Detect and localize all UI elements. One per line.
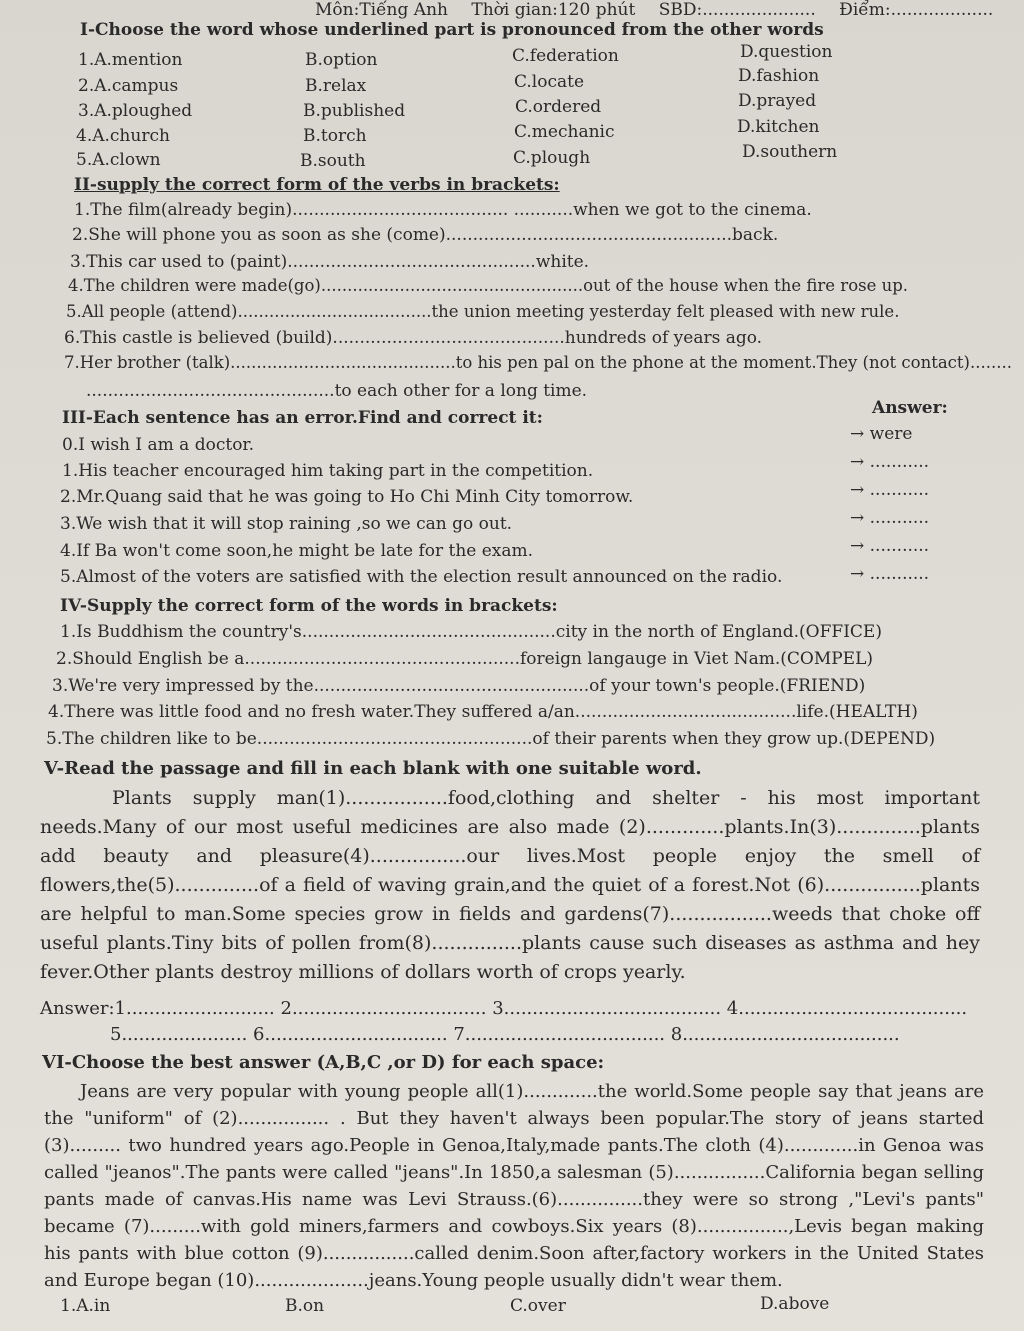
section-5-title: V-Read the passage and fill in each blank with one suitable word. [44, 758, 702, 779]
verb-item-5: 5.All people (attend).....................................the union meeting yesterday felt pleased with new rule. [66, 302, 900, 321]
error-item-4: 4.If Ba won't come soon,he might be late for the exam. [60, 541, 534, 561]
error-answer-0: → were [850, 424, 913, 444]
q4-option-c: C.mechanic [514, 122, 615, 142]
section-3-title: III-Each sentence has an error.Find and correct it: [62, 408, 543, 428]
verb-item-6: 6.This castle is believed (build)...........................................hundreds of years ago. [64, 328, 763, 348]
q2-option-c: C.locate [514, 72, 585, 92]
verb-item-2: 2.She will phone you as soon as she (come).....................................................back. [72, 225, 779, 245]
verb-item-1: 1.The film(already begin)........................................ ...........when we got to the cinema. [74, 200, 812, 220]
error-answer-5: → ........... [850, 564, 930, 584]
verb-item-7: 7.Her brother (talk)...........................................to his pen pal on the phone at the moment.They (not contact)........ [64, 353, 1012, 372]
section-4-title: IV-Supply the correct form of the words in brackets: [60, 596, 558, 616]
q1-option-c: C.federation [512, 46, 619, 66]
q3-option-b: B.published [303, 101, 406, 121]
word-form-item-4: 4.There was little food and no fresh water.They suffered a/an.........................................life.(HEALTH) [48, 702, 918, 722]
word-form-item-3: 3.We're very impressed by the...................................................of your town's people.(FRIEND) [52, 676, 866, 696]
subject-label: Môn:Tiếng Anh [315, 0, 448, 20]
q5-option-c: C.plough [513, 148, 591, 168]
q4-option-d: D.kitchen [737, 117, 820, 137]
q5-option-a: 5.A.clown [76, 150, 161, 170]
error-item-5: 5.Almost of the voters are satisfied with the election result announced on the radio. [60, 567, 783, 587]
q1-option-a: 1.A.mention [78, 50, 183, 70]
error-item-1: 1.His teacher encouraged him taking part in the competition. [62, 461, 594, 481]
q5-option-b: B.south [300, 151, 366, 171]
error-answer-2: → ........... [850, 480, 930, 500]
verb-item-4: 4.The children were made(go)..................................................out of the house when the fire rose up. [68, 276, 909, 295]
word-form-item-5: 5.The children like to be...................................................of their parents when they grow up.(DEPEND) [46, 729, 936, 749]
vi-q1-option-a: 1.A.in [60, 1296, 111, 1316]
section-6-title: VI-Choose the best answer (A,B,C ,or D) for each space: [42, 1052, 605, 1073]
q4-option-b: B.torch [303, 126, 367, 146]
exam-header [315, 0, 1011, 20]
word-form-item-1: 1.Is Buddhism the country's...............................................city in the north of England.(OFFICE) [60, 622, 882, 642]
error-item-2: 2.Mr.Quang said that he was going to Ho Chi Minh City tomorrow. [60, 487, 634, 507]
error-item-3: 3.We wish that it will stop raining ,so we can go out. [60, 514, 513, 534]
score-label: Điểm:................... [839, 0, 994, 20]
answer-label: Answer: [872, 398, 948, 418]
verb-item-3: 3.This car used to (paint)..............................................white. [70, 252, 590, 272]
passage-5-answers-row-2: 5...................... 6................................ 7................................... 8...................................... [110, 1024, 900, 1045]
section-1-title: I-Choose the word whose underlined part is pronounced from the other words [80, 20, 824, 40]
error-answer-1: → ........... [850, 452, 930, 472]
time-label: Thời gian:120 phút [471, 0, 636, 20]
verb-item-7-cont: ..............................................to each other for a long time. [86, 381, 588, 401]
q2-option-d: D.fashion [738, 66, 820, 86]
section-2-title: II-supply the correct form of the verbs in brackets: [74, 175, 560, 195]
passage-5-answers-row-1: Answer:1.......................... 2.................................. 3...................................... 4........................................ [40, 998, 968, 1019]
vi-q1-option-b: B.on [285, 1296, 325, 1316]
error-answer-3: → ........... [850, 508, 930, 528]
q2-option-a: 2.A.campus [78, 76, 179, 96]
word-form-item-2: 2.Should English be a...................................................foreign langauge in Viet Nam.(COMPEL) [56, 649, 873, 669]
q3-option-d: D.prayed [738, 91, 817, 111]
passage-6: Jeans are very popular with young people all(1).............the world.Some people say that jeans are the "uniform" of (2)................ . But they haven't always been popular.The story of jeans started (3)......... two hundred years ago.People in Genoa,Italy,made pants.The cloth (4).............in Genoa was called "jeanos".The pants were called "jeans".In 1850,a salesman (5)................California began selling pants made of canvas.His name was Levi Strauss.(6)...............they were so strong ,"Levi's pants" became (7).........with gold miners,farmers and cowboys.Six years (8)................,Levis began making his pants with blue cotton (9)................called denim.Soon after,factory workers in the United States and Europe began (10)....................jeans.Young people usually didn't wear them. [44, 1081, 984, 1291]
q1-option-d: D.question [740, 42, 833, 62]
passage-5: Plants supply man(1).................food,clothing and shelter - his most important needs.Many of our most useful medicines are also made (2).............plants.In(3)..............plants add beauty and pleasure(4)................our lives.Most people enjoy the smell of flowers,the(5)..............of a field of waving grain,and the quiet of a forest.Not (6)................plants are helpful to man.Some species grow in fields and gardens(7).................weeds that choke off useful plants.Tiny bits of pollen from(8)...............plants cause such diseases as asthma and hey fever.Other plants destroy millions of dollars worth of crops yearly. [40, 787, 980, 983]
vi-q1-option-d: D.above [760, 1294, 830, 1314]
error-item-0: 0.I wish I am a doctor. [62, 435, 255, 455]
error-answer-4: → ........... [850, 536, 930, 556]
vi-q1-option-c: C.over [510, 1296, 566, 1316]
sbd-label: SBD:..................... [658, 0, 816, 20]
q4-option-a: 4.A.church [76, 126, 170, 146]
q2-option-b: B.relax [305, 76, 367, 96]
q5-option-d: D.southern [742, 142, 838, 162]
q3-option-c: C.ordered [515, 97, 602, 117]
q1-option-b: B.option [305, 50, 378, 70]
q3-option-a: 3.A.ploughed [78, 101, 193, 121]
